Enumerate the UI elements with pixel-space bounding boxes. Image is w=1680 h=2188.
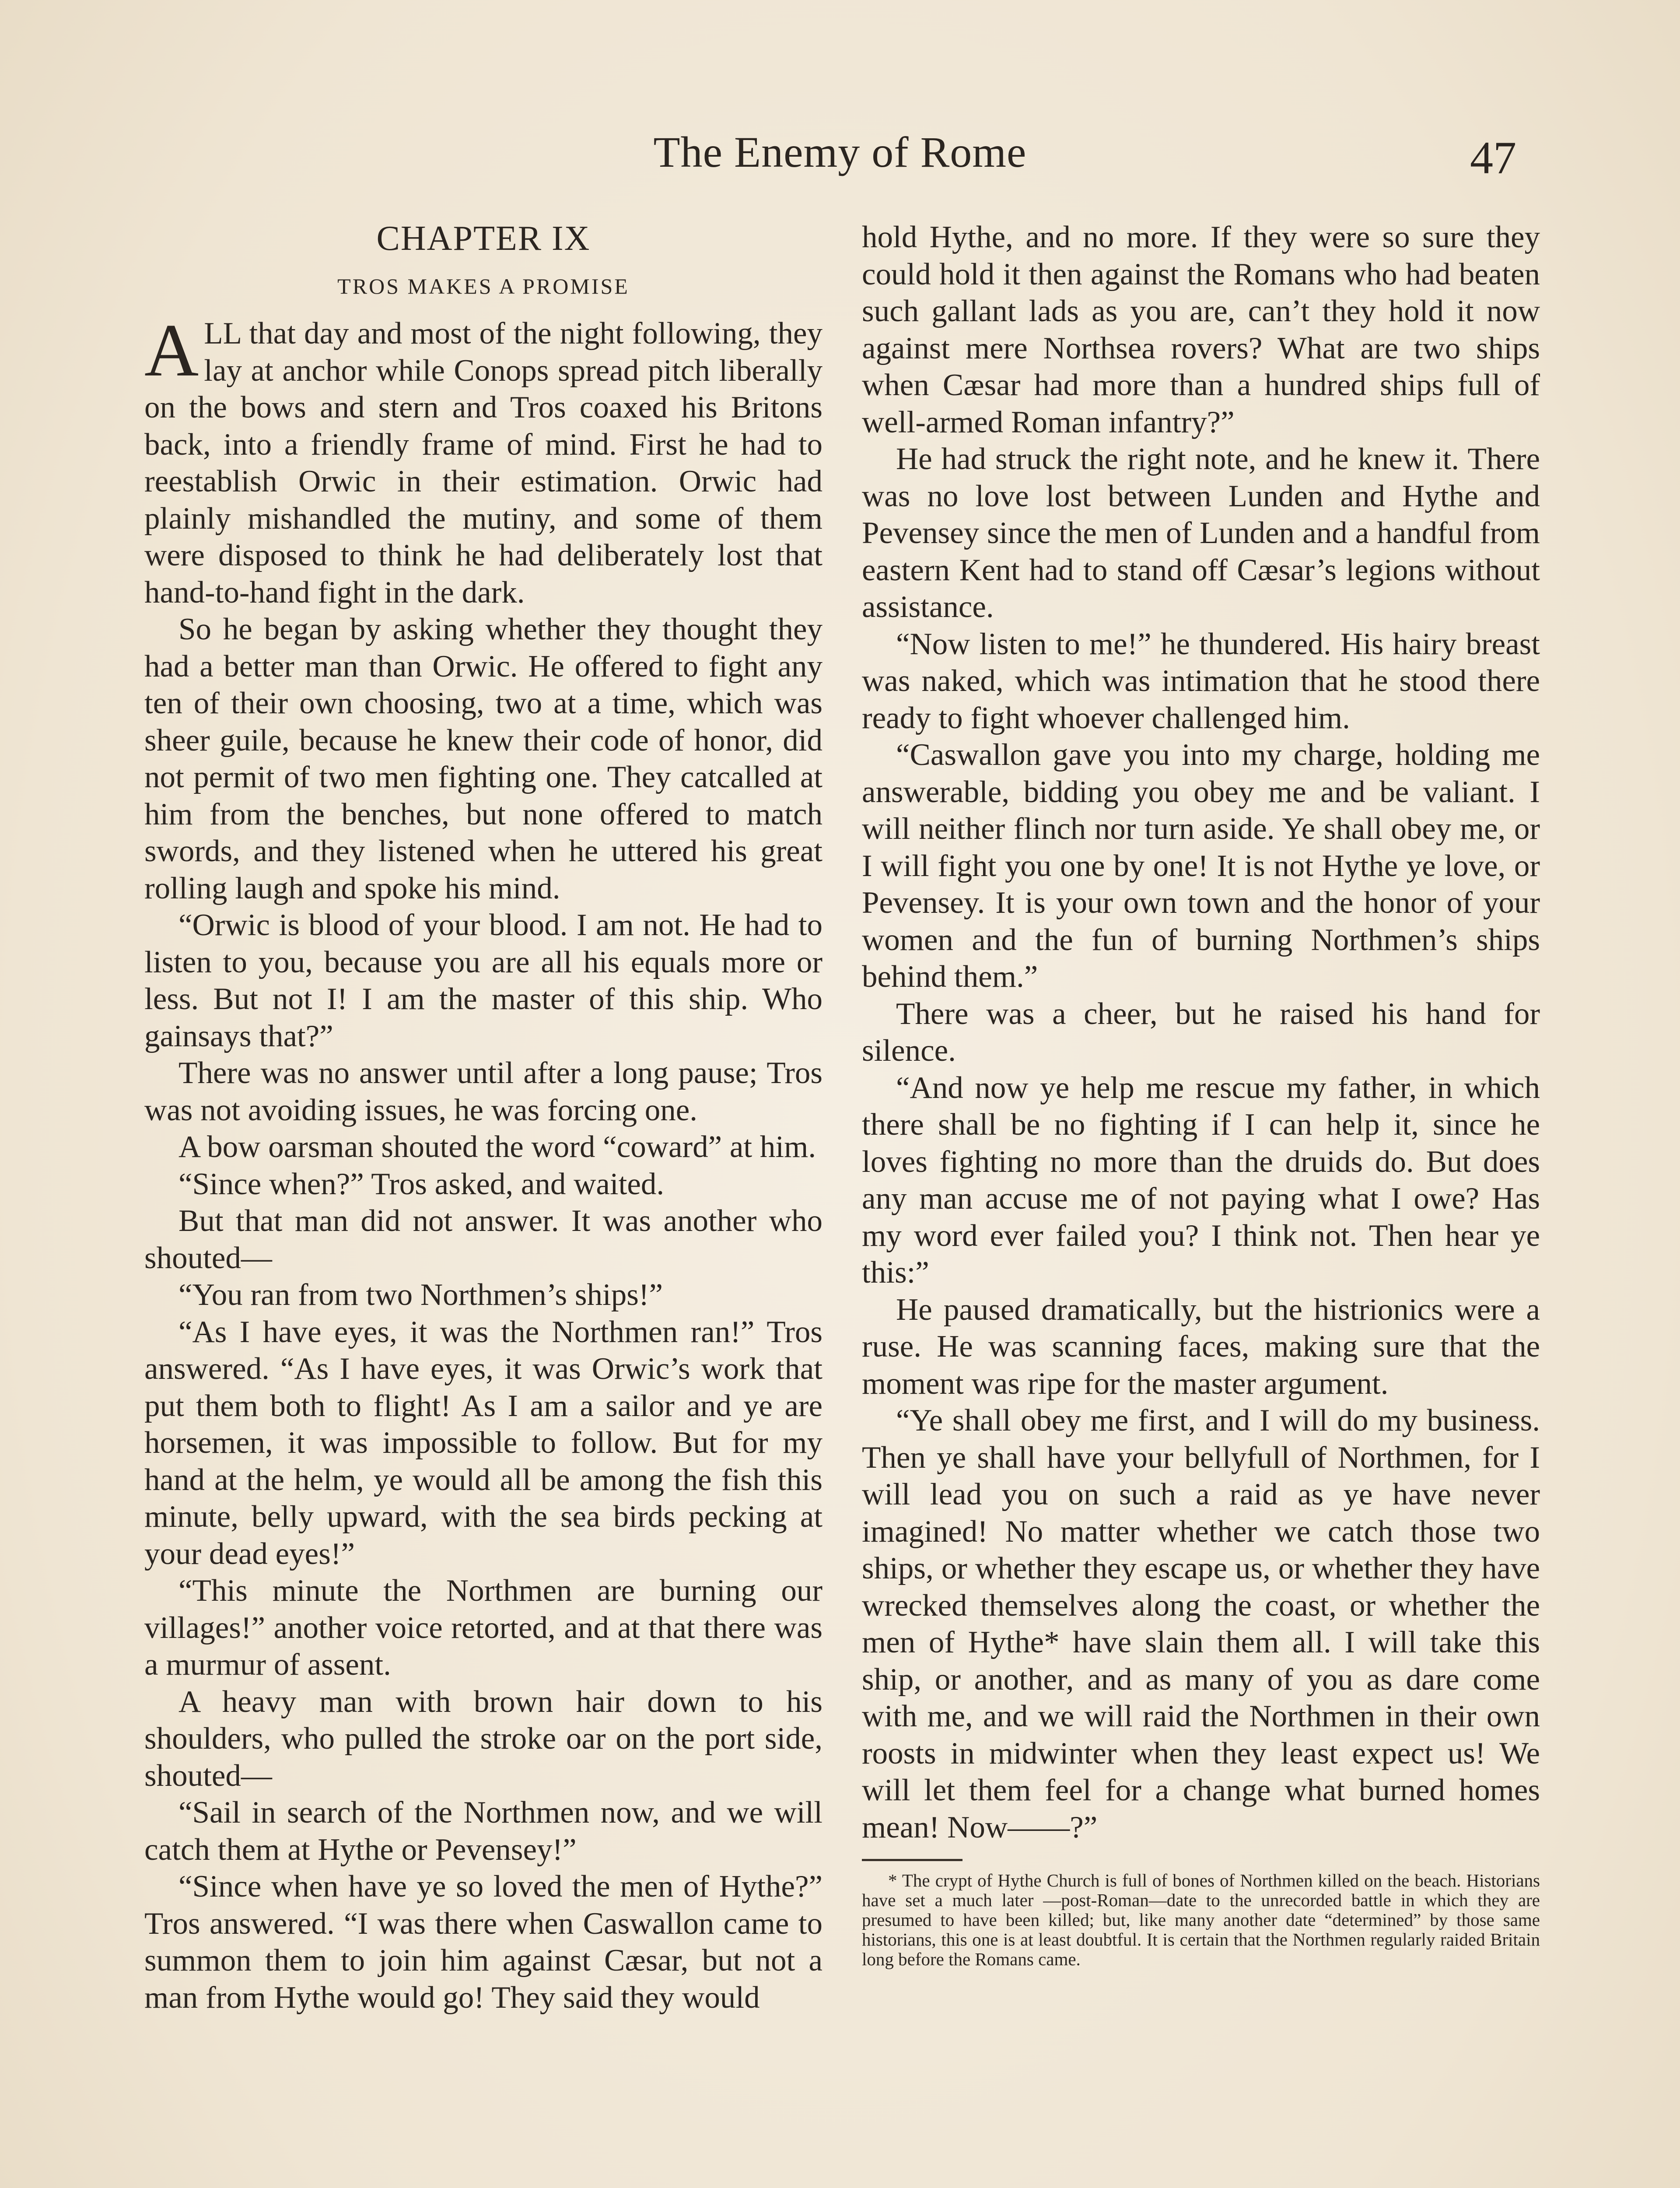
paragraph: “And now ye help me rescue my father, in which there shall be no fighting if I can help it, since he loves fighting no more than the druids do. But does any man accuse me of not paying what I owe? Has my word ever failed you? I think not. Then hear ye this:” (862, 1070, 1540, 1290)
paragraph: So he began by asking whether they thought they had a better man than Orwic. He offered to fight any ten of their own choosing, two at a time, which was sheer guile, because he knew their code of honor, did not permit of two men fighting one. They catcalled at him from the benches, but none offered to match swords, and they listened when he uttered his great rolling laugh and spoke his mind. (144, 612, 822, 905)
paragraph: There was no answer until after a long pause; Tros was not avoiding issues, he was forcing one. (144, 1056, 822, 1127)
page-number: 47 (1470, 132, 1516, 183)
paragraph: There was a cheer, but he raised his hand for silence. (862, 996, 1540, 1068)
paragraph: “Ye shall obey me first, and I will do my business. Then ye shall have your bellyfull of Northmen, for I will lead you on such a raid as ye have never imagined! No matter whether we catch those two ships, or whether they escape us, or whether they have wrecked themselves along the coast, or whether the men of Hythe* have slain them all. I will take this ship, or another, and as many of you as dare come with me, and we will raid the Northmen in their own roosts in midwinter when they least expect us! We will let them feel for a change what burned homes mean! Now——?” (862, 1403, 1540, 1844)
paragraph: hold Hythe, and no more. If they were so sure they could hold it then against the Romans who had beaten such gallant lads as you are, can’t they hold it now against mere Northsea rovers? What are two ships when Cæsar had more than a hundred ships full of well-armed Roman infantry?” (862, 220, 1540, 439)
paragraph-text: LL that day and most of the night following, they lay at anchor while Conops spread pitch liberally on the bows and stern and Tros coaxed his Britons back, into a friendly frame of mind. First he had to reestablish Orwic in their estimation. Orwic had plainly mishandled the mutiny, and some of them were disposed to think he had deliberately lost that hand-to-hand fight in the dark. (144, 316, 822, 610)
paragraph: But that man did not answer. It was another who shouted— (144, 1204, 822, 1275)
paragraph: “Sail in search of the Northmen now, and we will catch them at Hythe or Pevensey!” (144, 1795, 822, 1867)
paragraph: “Since when have ye so loved the men of Hythe?” Tros answered. “I was there when Caswallon came to summon them to join him against Cæsar, but not a man from Hythe would go! They said they would (144, 1869, 822, 2015)
paragraph: “Since when?” Tros asked, and waited. (178, 1167, 665, 1201)
paragraph: A bow oarsman shouted the word “coward” at him. (178, 1130, 816, 1164)
chapter-title: CHAPTER IX (376, 219, 591, 258)
right-column (862, 219, 1540, 1969)
drop-cap: A (144, 309, 199, 392)
paragraph: “Now listen to me!” he thundered. His hairy breast was naked, which was intimation that he stood there ready to fight whoever challenged him. (862, 627, 1540, 735)
footnote: * The crypt of Hythe Church is full of bones of Northmen killed on the beach. Historians have set a much later —post-Roman—date to the unrecorded battle in which they are presumed to have been killed; but, like many another date “determined” by those same historians, this one is at least doubtful. It is certain that the Northmen regularly raided Britain long before the Romans came. (862, 1870, 1540, 1969)
paragraph: “Orwic is blood of your blood. I am not. He had to listen to you, because you are all his equals more or less. But not I! I am the master of this ship. Who gainsays that?” (144, 908, 822, 1053)
paragraph (144, 309, 822, 611)
paragraph: A heavy man with brown hair down to his shoulders, who pulled the stroke oar on the port side, shouted— (144, 1684, 822, 1793)
left-column (144, 219, 822, 2016)
paragraph: “Caswallon gave you into my charge, holding me answerable, bidding you obey me and be valiant. I will neither flinch nor turn aside. Ye shall obey me, or I will fight you one by one! It is not Hythe ye love, or Pevensey. It is your own town and the honor of your women and the fun of burning Northmen’s ships behind them.” (862, 738, 1540, 994)
paragraph: He had struck the right note, and he knew it. There was no love lost between Lunden and Hythe and Pevensey since the men of Lunden and a handful from eastern Kent had to stand off Cæsar’s legions without assistance. (862, 442, 1540, 624)
running-title: The Enemy of Rome (653, 128, 1027, 176)
paragraph: “This minute the Northmen are burning our villages!” another voice retorted, and at that there was a murmur of assent. (144, 1574, 822, 1682)
paragraph: “You ran from two Northmen’s ships!” (178, 1278, 663, 1312)
paragraph: “As I have eyes, it was the Northmen ran!” Tros answered. “As I have eyes, it was Orwic’s work that put them both to flight! As I am a sailor and ye are horsemen, it was impossible to follow. But for my hand at the helm, ye would all be among the fish this minute, belly upward, with the sea birds pecking at your dead eyes!” (144, 1315, 822, 1571)
paragraph: He paused dramatically, but the histrionics were a ruse. He was scanning faces, making sure that the moment was ripe for the master argument. (862, 1292, 1540, 1401)
footnote-rule (862, 1859, 962, 1861)
chapter-subtitle: TROS MAKES A PROMISE (337, 274, 630, 298)
